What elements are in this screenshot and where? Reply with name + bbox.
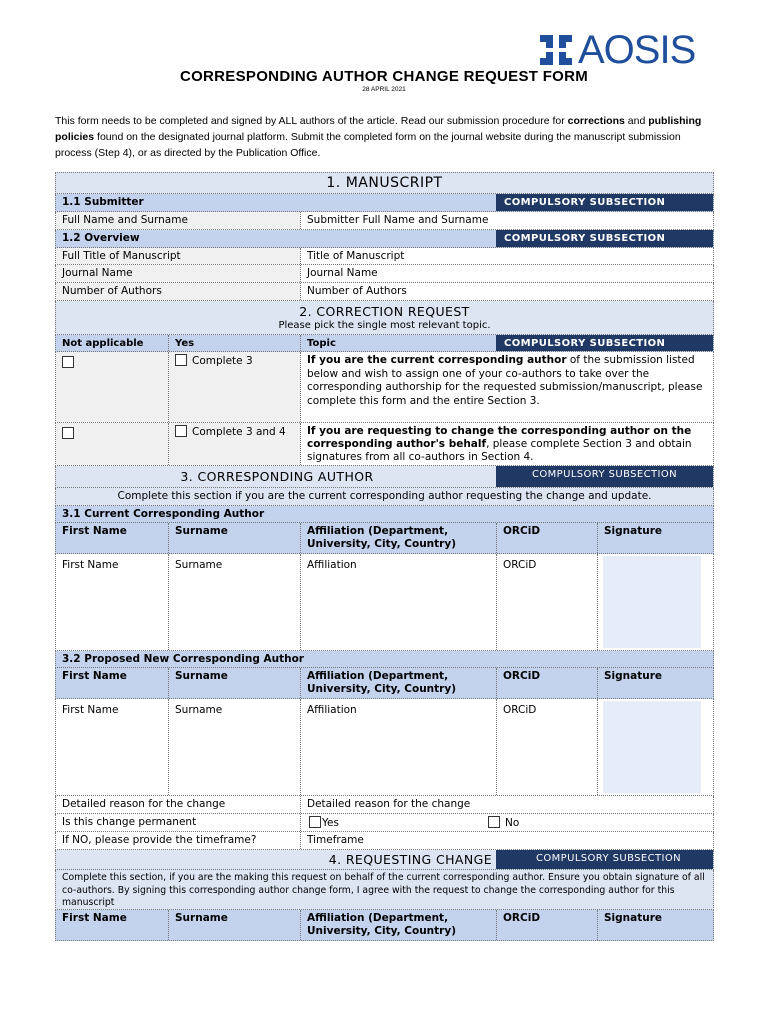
section-4-header xyxy=(55,850,714,870)
form-title: CORRESPONDING AUTHOR CHANGE REQUEST FORM xyxy=(179,68,589,85)
subsection-1-1 xyxy=(55,194,714,212)
compulsory-badge: COMPULSORY SUBSECTION xyxy=(496,335,713,351)
option-1-yes-cell xyxy=(168,352,300,422)
change-request-form xyxy=(55,172,714,941)
col-orcid: ORCiD xyxy=(496,668,597,698)
option-2-na-cell xyxy=(56,423,168,465)
subsection-1-2 xyxy=(55,230,714,248)
timeframe-row xyxy=(55,832,714,850)
option-2-na-checkbox[interactable] xyxy=(62,427,74,439)
option-2-yes-cell xyxy=(168,423,300,465)
submitter-row xyxy=(55,212,714,230)
current-surname-field[interactable]: Surname xyxy=(168,554,300,650)
butterfly-icon xyxy=(538,33,574,67)
option-1-bold: If you are the current corresponding author xyxy=(307,354,567,366)
option-1-description xyxy=(300,352,713,422)
section-2-title: 2. CORRECTION REQUEST xyxy=(299,304,470,319)
journal-row xyxy=(55,265,714,283)
col-signature: Signature xyxy=(597,668,713,698)
section-2-heading xyxy=(56,301,713,334)
option-2-yes-checkbox[interactable] xyxy=(175,425,187,437)
authors-field[interactable]: Number of Authors xyxy=(300,283,713,300)
timeframe-field[interactable]: Timeframe xyxy=(300,832,713,849)
correction-option-1 xyxy=(55,352,714,423)
subsection-1-1-label: 1.1 Submitter xyxy=(62,196,144,208)
intro-text-1: This form needs to be completed and signed by ALL authors of the article. Read our submission procedure for xyxy=(55,115,568,127)
col-surname: Surname xyxy=(168,668,300,698)
manuscript-title-row xyxy=(55,248,714,265)
permanent-no-option[interactable] xyxy=(480,814,713,831)
col-orcid: ORCiD xyxy=(496,523,597,553)
col-signature: Signature xyxy=(597,523,713,553)
correction-columns xyxy=(55,335,714,352)
journal-field[interactable]: Journal Name xyxy=(300,265,713,282)
requesting-author-columns xyxy=(55,910,714,941)
timeframe-label: If NO, please provide the timeframe? xyxy=(62,834,257,846)
col-not-applicable: Not applicable xyxy=(62,338,144,349)
section-4-subtitle: Complete this section, if you are the making this request on behalf of the current corresponding author. Ensure you obtain signature of all co-authors. By signing this corresponding author change form, I agree with the request to change the corresponding author for this manuscript xyxy=(62,872,705,908)
section-3-header xyxy=(55,466,714,488)
compulsory-badge: COMPULSORY SUBSECTION xyxy=(496,230,713,247)
option-1-na-checkbox[interactable] xyxy=(62,356,74,368)
reason-row xyxy=(55,796,714,814)
compulsory-badge: COMPULSORY SUBSECTION xyxy=(496,466,713,487)
subsection-3-2-label: 3.2 Proposed New Corresponding Author xyxy=(62,653,304,665)
subsection-3-1 xyxy=(55,506,714,523)
manuscript-title-label: Full Title of Manuscript xyxy=(56,248,300,264)
intro-text-3: found on the designated journal platform. Submit the completed form on the journal website during the manuscript submission process (Step 4), or as directed by the Publication Office. xyxy=(55,131,681,159)
option-1-text: of the submission listed below and wish to assign one of your co-authors to take over the corresponding authorship for the requested submission/manuscript, please complete this form and the entire Section 3. xyxy=(307,354,703,407)
manuscript-title-field[interactable]: Title of Manuscript xyxy=(300,248,713,264)
option-2-text: , please complete Section 3 and obtain signatures from all co-authors in Section 4. xyxy=(307,438,692,463)
col-orcid: ORCiD xyxy=(496,910,597,940)
permanent-yes-option[interactable] xyxy=(300,814,480,831)
section-2-subtitle: Please pick the single most relevant topic. xyxy=(278,320,491,331)
compulsory-badge: COMPULSORY SUBSECTION xyxy=(496,194,713,211)
current-first-name-field[interactable]: First Name xyxy=(62,559,119,571)
proposed-first-name-field[interactable]: First Name xyxy=(62,704,119,716)
current-orcid-field[interactable]: ORCiD xyxy=(496,554,597,650)
authors-label: Number of Authors xyxy=(56,283,300,300)
option-1-na-cell xyxy=(56,352,168,422)
col-topic: Topic xyxy=(300,335,498,351)
proposed-author-columns xyxy=(55,668,714,699)
correction-option-2 xyxy=(55,423,714,466)
section-3-subtitle: Complete this section if you are the current corresponding author requesting the change and update. xyxy=(117,490,652,502)
proposed-signature-field[interactable] xyxy=(603,701,701,793)
permanent-yes-label: Yes xyxy=(322,817,339,829)
section-4-subtitle-row xyxy=(55,870,714,910)
current-signature-field[interactable] xyxy=(603,556,701,648)
full-name-field[interactable]: Submitter Full Name and Surname xyxy=(300,212,713,229)
intro-text-2: and xyxy=(624,115,649,127)
col-first-name: First Name xyxy=(62,525,127,537)
permanent-label: Is this change permanent xyxy=(62,816,197,828)
option-2-label: Complete 3 and 4 xyxy=(192,426,286,438)
reason-label: Detailed reason for the change xyxy=(62,798,226,810)
option-1-yes-checkbox[interactable] xyxy=(175,354,187,366)
col-affiliation: Affiliation (Department, University, City, Country) xyxy=(300,668,496,698)
col-first-name: First Name xyxy=(62,912,127,924)
col-first-name: First Name xyxy=(62,670,127,682)
section-1-header xyxy=(55,172,714,194)
permanent-no-label: No xyxy=(505,817,520,829)
subsection-3-1-label: 3.1 Current Corresponding Author xyxy=(62,508,265,520)
form-date: 28 APRIL 2021 xyxy=(362,86,406,93)
journal-label: Journal Name xyxy=(56,265,300,282)
section-4-title: 4. REQUESTING CHANGE xyxy=(328,852,492,867)
permanent-row xyxy=(55,814,714,832)
aosis-logo xyxy=(538,30,695,70)
option-1-label: Complete 3 xyxy=(192,355,253,367)
permanent-yes-checkbox[interactable] xyxy=(309,816,321,828)
proposed-author-row xyxy=(55,699,714,796)
option-2-description xyxy=(300,423,713,465)
compulsory-badge: COMPULSORY SUBSECTION xyxy=(496,850,713,869)
section-3-title: 3. CORRESPONDING AUTHOR xyxy=(180,469,374,484)
subsection-3-2 xyxy=(55,651,714,668)
option-2-bold: If you are requesting to change the corresponding author on the corresponding author's behalf xyxy=(307,425,692,450)
current-affiliation-field[interactable]: Affiliation xyxy=(300,554,496,650)
corrections-link: corrections xyxy=(567,115,625,127)
proposed-orcid-field[interactable]: ORCiD xyxy=(496,699,597,795)
col-signature: Signature xyxy=(597,910,713,940)
col-surname: Surname xyxy=(168,523,300,553)
current-author-columns xyxy=(55,523,714,554)
logo-text: AOSIS xyxy=(578,28,696,72)
proposed-affiliation-field[interactable]: Affiliation xyxy=(300,699,496,795)
permanent-no-checkbox[interactable] xyxy=(488,816,500,828)
subsection-1-2-label: 1.2 Overview xyxy=(62,232,140,244)
full-name-label: Full Name and Surname xyxy=(56,212,300,229)
policies-link: publishing policies xyxy=(55,115,702,143)
col-affiliation: Affiliation (Department, University, City, Country) xyxy=(300,910,496,940)
section-2-header xyxy=(55,301,714,335)
reason-field[interactable]: Detailed reason for the change xyxy=(300,796,713,813)
col-affiliation: Affiliation (Department, University, City, Country) xyxy=(300,523,496,553)
section-3-subtitle-row xyxy=(55,488,714,506)
col-surname: Surname xyxy=(168,910,300,940)
section-1-title: 1. MANUSCRIPT xyxy=(326,175,443,191)
intro-paragraph xyxy=(55,113,710,161)
current-author-row xyxy=(55,554,714,651)
proposed-surname-field[interactable]: Surname xyxy=(168,699,300,795)
authors-row xyxy=(55,283,714,301)
col-yes: Yes xyxy=(168,335,300,351)
